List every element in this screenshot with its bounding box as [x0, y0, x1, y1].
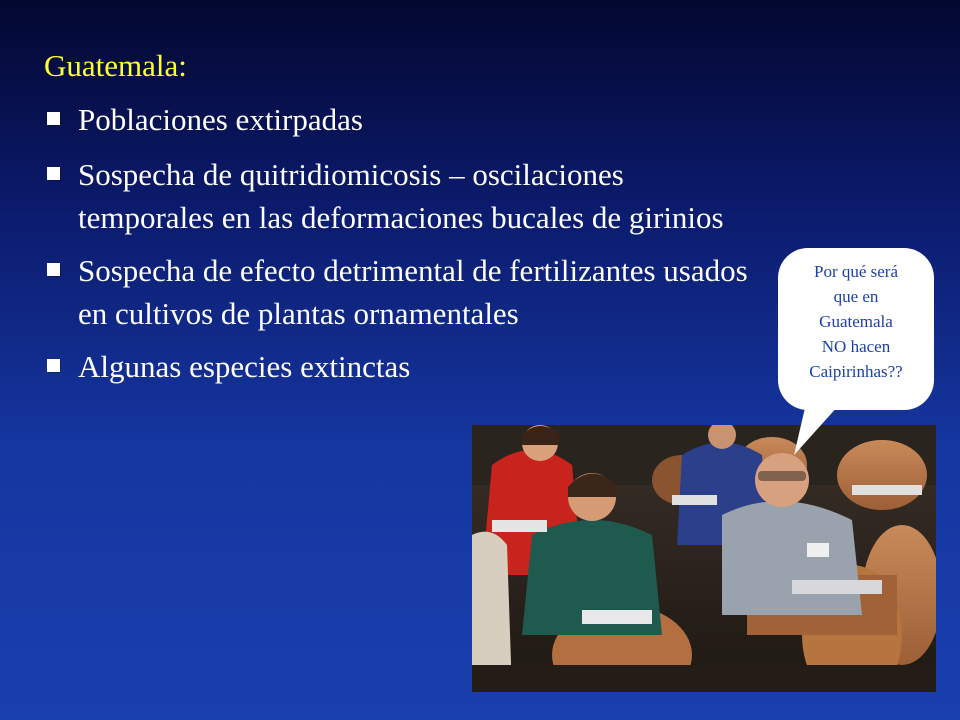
callout-line: NO hacen: [821, 337, 891, 356]
bullet-text: Sospecha de quitridiomicosis – oscilaciones temporales en las deformaciones bucales de girinios: [78, 157, 724, 235]
callout-line: Por qué será: [813, 262, 899, 281]
square-bullet-icon: [47, 167, 60, 180]
square-bullet-icon: [47, 359, 60, 372]
callout-line: Caipirinhas??: [809, 362, 903, 381]
audience-photo: [472, 425, 936, 692]
speech-bubble: [778, 248, 934, 410]
bullet-item: [44, 345, 744, 388]
bullet-text: Poblaciones extirpadas: [78, 102, 363, 137]
bullet-item: [44, 98, 744, 141]
bullet-item: [44, 153, 744, 239]
bullet-text: Sospecha de efecto detrimental de fertilizantes usados en cultivos de plantas ornamentales: [78, 253, 748, 331]
slide-heading: Guatemala:: [44, 48, 187, 83]
bullet-list: [44, 98, 748, 388]
square-bullet-icon: [47, 263, 60, 276]
square-bullet-icon: [47, 112, 60, 125]
bullet-text: Algunas especies extinctas: [78, 349, 411, 384]
callout-line: que en: [833, 287, 879, 306]
callout-line: Guatemala: [819, 312, 893, 331]
bullet-item: [44, 249, 758, 335]
